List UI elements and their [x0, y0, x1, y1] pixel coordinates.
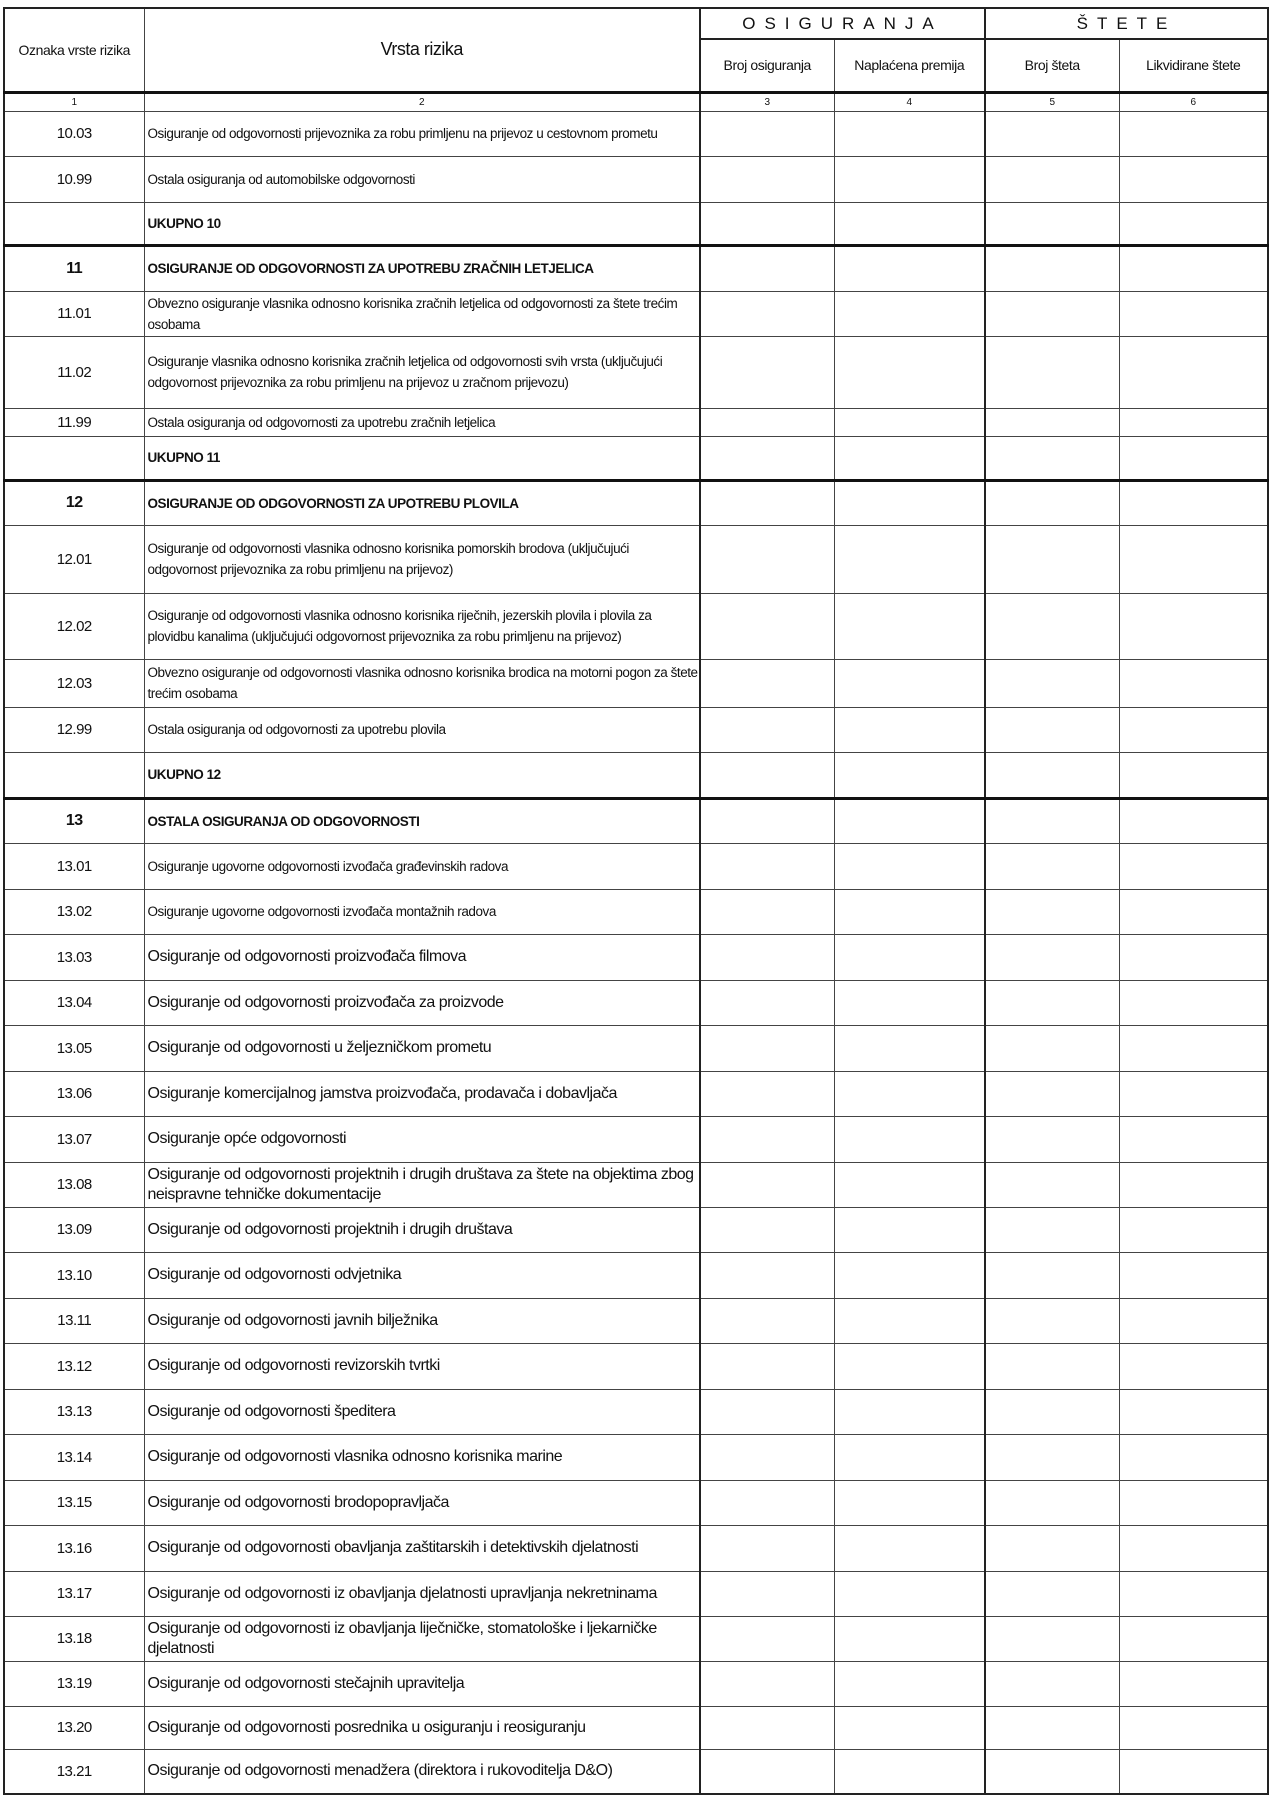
column-number: 4 — [834, 92, 985, 111]
table-row — [4, 1343, 1268, 1389]
risk-code: 11.02 — [4, 336, 144, 408]
risk-code: 13.01 — [4, 843, 144, 889]
table-row — [4, 336, 1268, 408]
risk-code: 10.03 — [4, 111, 144, 156]
risk-description: Osiguranje komercijalnog jamstva proizvođača, prodavača i dobavljača — [144, 1071, 700, 1116]
table-row — [4, 111, 1268, 156]
broj-steta-cell[interactable] — [985, 525, 1119, 593]
naplacena-premija-cell[interactable] — [834, 659, 985, 707]
table-body — [4, 111, 1268, 1794]
broj-steta-cell[interactable] — [985, 659, 1119, 707]
broj-osiguranja-cell[interactable] — [700, 202, 834, 245]
broj-steta-cell[interactable] — [985, 843, 1119, 889]
risk-code: 13.07 — [4, 1116, 144, 1162]
broj-osiguranja-cell[interactable] — [700, 1706, 834, 1749]
column-number: 3 — [700, 92, 834, 111]
risk-code: 13.09 — [4, 1207, 144, 1252]
risk-code: 13.03 — [4, 934, 144, 980]
risk-code: 12.02 — [4, 593, 144, 659]
table-row — [4, 480, 1268, 525]
likvidirane-stete-cell[interactable] — [1119, 798, 1268, 843]
broj-osiguranja-cell[interactable] — [700, 798, 834, 843]
broj-osiguranja-cell[interactable] — [700, 1480, 834, 1525]
naplacena-premija-cell[interactable] — [834, 1025, 985, 1071]
likvidirane-stete-cell[interactable] — [1119, 111, 1268, 156]
risk-description: OSIGURANJE OD ODGOVORNOSTI ZA UPOTREBU ZRAČNIH LETJELICA — [144, 245, 700, 291]
risk-description: Osiguranje od odgovornosti iz obavljanja liječničke, stomatološke i ljekarničke djelatnosti — [144, 1616, 700, 1661]
broj-steta-cell[interactable] — [985, 1207, 1119, 1252]
risk-code: 11 — [4, 245, 144, 291]
broj-steta-cell[interactable] — [985, 980, 1119, 1025]
likvidirane-stete-cell[interactable] — [1119, 1571, 1268, 1616]
risk-code: 13.13 — [4, 1389, 144, 1434]
risk-code: 13.10 — [4, 1252, 144, 1298]
broj-steta-cell[interactable] — [985, 202, 1119, 245]
table-row — [4, 1071, 1268, 1116]
risk-report-table — [3, 7, 1269, 1795]
table-row — [4, 659, 1268, 707]
naplacena-premija-cell[interactable] — [834, 1298, 985, 1343]
naplacena-premija-cell[interactable] — [834, 707, 985, 752]
risk-description: Osiguranje od odgovornosti javnih bilježnika — [144, 1298, 700, 1343]
broj-osiguranja-cell[interactable] — [700, 1116, 834, 1162]
broj-osiguranja-cell[interactable] — [700, 1434, 834, 1480]
naplacena-premija-cell[interactable] — [834, 1434, 985, 1480]
risk-description: Osiguranje od odgovornosti odvjetnika — [144, 1252, 700, 1298]
risk-description: Osiguranje od odgovornosti proizvođača filmova — [144, 934, 700, 980]
likvidirane-stete-cell[interactable] — [1119, 1525, 1268, 1571]
broj-osiguranja-cell[interactable] — [700, 1389, 834, 1434]
table-row — [4, 593, 1268, 659]
table-row — [4, 1661, 1268, 1706]
header-risk-code: Oznaka vrste rizika — [4, 8, 144, 92]
likvidirane-stete-cell[interactable] — [1119, 525, 1268, 593]
risk-code: 13.12 — [4, 1343, 144, 1389]
risk-description: Osiguranje od odgovornosti u željezničkom prometu — [144, 1025, 700, 1071]
broj-steta-cell[interactable] — [985, 480, 1119, 525]
risk-description: Osiguranje od odgovornosti obavljanja zaštitarskih i detektivskih djelatnosti — [144, 1525, 700, 1571]
table-row — [4, 1749, 1268, 1794]
broj-osiguranja-cell[interactable] — [700, 156, 834, 202]
table-row — [4, 436, 1268, 480]
broj-steta-cell[interactable] — [985, 593, 1119, 659]
broj-osiguranja-cell[interactable] — [700, 593, 834, 659]
naplacena-premija-cell[interactable] — [834, 525, 985, 593]
naplacena-premija-cell[interactable] — [834, 291, 985, 336]
broj-steta-cell[interactable] — [985, 707, 1119, 752]
broj-steta-cell[interactable] — [985, 1706, 1119, 1749]
table-row — [4, 843, 1268, 889]
risk-description: Ostala osiguranja od automobilske odgovornosti — [144, 156, 700, 202]
naplacena-premija-cell[interactable] — [834, 1343, 985, 1389]
header-naplacena-premija: Naplaćena premija — [834, 39, 985, 92]
broj-steta-cell[interactable] — [985, 1571, 1119, 1616]
table-row — [4, 1480, 1268, 1525]
table-row — [4, 1025, 1268, 1071]
risk-description: Osiguranje ugovorne odgovornosti izvođača montažnih radova — [144, 889, 700, 934]
risk-description: Osiguranje opće odgovornosti — [144, 1116, 700, 1162]
risk-description: Osiguranje ugovorne odgovornosti izvođača građevinskih radova — [144, 843, 700, 889]
broj-osiguranja-cell[interactable] — [700, 1616, 834, 1661]
broj-osiguranja-cell[interactable] — [700, 1571, 834, 1616]
risk-description: Osiguranje od odgovornosti revizorskih tvrtki — [144, 1343, 700, 1389]
broj-steta-cell[interactable] — [985, 1525, 1119, 1571]
risk-description: Osiguranje od odgovornosti proizvođača za proizvode — [144, 980, 700, 1025]
broj-steta-cell[interactable] — [985, 111, 1119, 156]
broj-steta-cell[interactable] — [985, 1071, 1119, 1116]
table-row — [4, 1525, 1268, 1571]
risk-description: Obvezno osiguranje od odgovornosti vlasnika odnosno korisnika brodica na motorni pogon za štete trećim osobama — [144, 659, 700, 707]
risk-description: Ostala osiguranja od odgovornosti za upotrebu plovila — [144, 707, 700, 752]
broj-osiguranja-cell[interactable] — [700, 980, 834, 1025]
broj-steta-cell[interactable] — [985, 1616, 1119, 1661]
risk-description: Osiguranje od odgovornosti menadžera (direktora i rukovoditelja D&O) — [144, 1749, 700, 1794]
broj-steta-cell[interactable] — [985, 1116, 1119, 1162]
likvidirane-stete-cell[interactable] — [1119, 707, 1268, 752]
risk-code: 13.15 — [4, 1480, 144, 1525]
naplacena-premija-cell[interactable] — [834, 1706, 985, 1749]
risk-code: 13.20 — [4, 1706, 144, 1749]
risk-description: UKUPNO 11 — [144, 436, 700, 480]
risk-description: Osiguranje od odgovornosti vlasnika odnosno korisnika marine — [144, 1434, 700, 1480]
broj-osiguranja-cell[interactable] — [700, 1298, 834, 1343]
risk-code: 13.21 — [4, 1749, 144, 1794]
risk-description: Osiguranje od odgovornosti prijevoznika za robu primljenu na prijevoz u cestovnom prometu — [144, 111, 700, 156]
likvidirane-stete-cell[interactable] — [1119, 1298, 1268, 1343]
table-row — [4, 1434, 1268, 1480]
table-row — [4, 156, 1268, 202]
naplacena-premija-cell[interactable] — [834, 408, 985, 436]
broj-osiguranja-cell[interactable] — [700, 111, 834, 156]
likvidirane-stete-cell[interactable] — [1119, 1162, 1268, 1207]
naplacena-premija-cell[interactable] — [834, 1162, 985, 1207]
broj-osiguranja-cell[interactable] — [700, 1343, 834, 1389]
table-row — [4, 1616, 1268, 1661]
broj-osiguranja-cell[interactable] — [700, 1525, 834, 1571]
naplacena-premija-cell[interactable] — [834, 1661, 985, 1706]
table-row — [4, 707, 1268, 752]
likvidirane-stete-cell[interactable] — [1119, 1706, 1268, 1749]
broj-osiguranja-cell[interactable] — [700, 1749, 834, 1794]
naplacena-premija-cell[interactable] — [834, 111, 985, 156]
table-row — [4, 202, 1268, 245]
risk-description: Osiguranje od odgovornosti posrednika u osiguranju i reosiguranju — [144, 1706, 700, 1749]
broj-steta-cell[interactable] — [985, 1252, 1119, 1298]
broj-osiguranja-cell[interactable] — [700, 1661, 834, 1706]
naplacena-premija-cell[interactable] — [834, 980, 985, 1025]
risk-code: 13.16 — [4, 1525, 144, 1571]
risk-description: Osiguranje od odgovornosti stečajnih upravitelja — [144, 1661, 700, 1706]
broj-steta-cell[interactable] — [985, 1661, 1119, 1706]
table-row — [4, 1116, 1268, 1162]
broj-steta-cell[interactable] — [985, 934, 1119, 980]
broj-osiguranja-cell[interactable] — [700, 1252, 834, 1298]
broj-osiguranja-cell[interactable] — [700, 525, 834, 593]
risk-code — [4, 202, 144, 245]
header-risk-type: Vrsta rizika — [144, 8, 700, 92]
naplacena-premija-cell[interactable] — [834, 1525, 985, 1571]
naplacena-premija-cell[interactable] — [834, 480, 985, 525]
broj-osiguranja-cell[interactable] — [700, 752, 834, 798]
table-row — [4, 1298, 1268, 1343]
risk-description: Osiguranje od odgovornosti projektnih i drugih društava — [144, 1207, 700, 1252]
broj-osiguranja-cell[interactable] — [700, 934, 834, 980]
table-row — [4, 525, 1268, 593]
likvidirane-stete-cell[interactable] — [1119, 1071, 1268, 1116]
table-row — [4, 291, 1268, 336]
broj-steta-cell[interactable] — [985, 291, 1119, 336]
likvidirane-stete-cell[interactable] — [1119, 659, 1268, 707]
broj-osiguranja-cell[interactable] — [700, 659, 834, 707]
header-broj-steta: Broj šteta — [985, 39, 1119, 92]
likvidirane-stete-cell[interactable] — [1119, 1252, 1268, 1298]
broj-steta-cell[interactable] — [985, 798, 1119, 843]
naplacena-premija-cell[interactable] — [834, 336, 985, 408]
header-likvidirane-stete: Likvidirane štete — [1119, 39, 1268, 92]
broj-steta-cell[interactable] — [985, 1749, 1119, 1794]
likvidirane-stete-cell[interactable] — [1119, 1616, 1268, 1661]
risk-code: 13.18 — [4, 1616, 144, 1661]
likvidirane-stete-cell[interactable] — [1119, 480, 1268, 525]
table-row — [4, 752, 1268, 798]
risk-code — [4, 752, 144, 798]
broj-osiguranja-cell[interactable] — [700, 1207, 834, 1252]
broj-steta-cell[interactable] — [985, 436, 1119, 480]
likvidirane-stete-cell[interactable] — [1119, 408, 1268, 436]
risk-code: 12.03 — [4, 659, 144, 707]
naplacena-premija-cell[interactable] — [834, 156, 985, 202]
likvidirane-stete-cell[interactable] — [1119, 889, 1268, 934]
table-row — [4, 798, 1268, 843]
risk-description: UKUPNO 12 — [144, 752, 700, 798]
risk-code: 13.19 — [4, 1661, 144, 1706]
naplacena-premija-cell[interactable] — [834, 1571, 985, 1616]
table-row — [4, 1571, 1268, 1616]
naplacena-premija-cell[interactable] — [834, 798, 985, 843]
naplacena-premija-cell[interactable] — [834, 1252, 985, 1298]
table-row — [4, 980, 1268, 1025]
header-group-stete: ŠTETE — [985, 8, 1268, 39]
header-group-osiguranja: OSIGURANJA — [700, 8, 985, 39]
broj-osiguranja-cell[interactable] — [700, 336, 834, 408]
column-number: 5 — [985, 92, 1119, 111]
likvidirane-stete-cell[interactable] — [1119, 156, 1268, 202]
naplacena-premija-cell[interactable] — [834, 245, 985, 291]
likvidirane-stete-cell[interactable] — [1119, 291, 1268, 336]
risk-description: Osiguranje vlasnika odnosno korisnika zračnih letjelica od odgovornosti svih vrsta (uključujući odgovornost prijevoznika za robu primljenu na prijevoz u zračnom prijevozu) — [144, 336, 700, 408]
naplacena-premija-cell[interactable] — [834, 593, 985, 659]
table-row — [4, 1207, 1268, 1252]
broj-osiguranja-cell[interactable] — [700, 707, 834, 752]
risk-description: Osiguranje od odgovornosti špeditera — [144, 1389, 700, 1434]
likvidirane-stete-cell[interactable] — [1119, 1661, 1268, 1706]
likvidirane-stete-cell[interactable] — [1119, 1480, 1268, 1525]
broj-steta-cell[interactable] — [985, 1162, 1119, 1207]
header-broj-osiguranja: Broj osiguranja — [700, 39, 834, 92]
broj-steta-cell[interactable] — [985, 408, 1119, 436]
table-row — [4, 245, 1268, 291]
likvidirane-stete-cell[interactable] — [1119, 843, 1268, 889]
broj-osiguranja-cell[interactable] — [700, 843, 834, 889]
naplacena-premija-cell[interactable] — [834, 1071, 985, 1116]
risk-description: OSTALA OSIGURANJA OD ODGOVORNOSTI — [144, 798, 700, 843]
risk-code: 13.06 — [4, 1071, 144, 1116]
naplacena-premija-cell[interactable] — [834, 889, 985, 934]
likvidirane-stete-cell[interactable] — [1119, 980, 1268, 1025]
broj-osiguranja-cell[interactable] — [700, 1071, 834, 1116]
risk-code: 13.05 — [4, 1025, 144, 1071]
naplacena-premija-cell[interactable] — [834, 202, 985, 245]
naplacena-premija-cell[interactable] — [834, 752, 985, 798]
broj-osiguranja-cell[interactable] — [700, 480, 834, 525]
risk-description: Osiguranje od odgovornosti vlasnika odnosno korisnika riječnih, jezerskih plovila i plovila za plovidbu kanalima (uključujući odgovornost prijevoznika za robu primljenu na prijevoz) — [144, 593, 700, 659]
table-row — [4, 408, 1268, 436]
broj-steta-cell[interactable] — [985, 1343, 1119, 1389]
risk-description: Osiguranje od odgovornosti iz obavljanja djelatnosti upravljanja nekretninama — [144, 1571, 700, 1616]
broj-steta-cell[interactable] — [985, 156, 1119, 202]
likvidirane-stete-cell[interactable] — [1119, 1207, 1268, 1252]
risk-code: 12 — [4, 480, 144, 525]
broj-steta-cell[interactable] — [985, 889, 1119, 934]
likvidirane-stete-cell[interactable] — [1119, 1749, 1268, 1794]
naplacena-premija-cell[interactable] — [834, 843, 985, 889]
naplacena-premija-cell[interactable] — [834, 1480, 985, 1525]
broj-osiguranja-cell[interactable] — [700, 889, 834, 934]
risk-description: Osiguranje od odgovornosti vlasnika odnosno korisnika pomorskih brodova (uključujući odgovornost prijevoznika za robu primljenu na prijevoz) — [144, 525, 700, 593]
likvidirane-stete-cell[interactable] — [1119, 593, 1268, 659]
risk-description: Osiguranje od odgovornosti brodopopravljača — [144, 1480, 700, 1525]
broj-osiguranja-cell[interactable] — [700, 408, 834, 436]
risk-description: UKUPNO 10 — [144, 202, 700, 245]
broj-steta-cell[interactable] — [985, 336, 1119, 408]
broj-steta-cell[interactable] — [985, 1298, 1119, 1343]
naplacena-premija-cell[interactable] — [834, 1116, 985, 1162]
risk-description: Obvezno osiguranje vlasnika odnosno korisnika zračnih letjelica od odgovornosti za štete trećim osobama — [144, 291, 700, 336]
table-row — [4, 1389, 1268, 1434]
risk-code: 12.99 — [4, 707, 144, 752]
likvidirane-stete-cell[interactable] — [1119, 1025, 1268, 1071]
broj-steta-cell[interactable] — [985, 1434, 1119, 1480]
broj-steta-cell[interactable] — [985, 1389, 1119, 1434]
table-row — [4, 1252, 1268, 1298]
naplacena-premija-cell[interactable] — [834, 934, 985, 980]
likvidirane-stete-cell[interactable] — [1119, 245, 1268, 291]
table-row — [4, 934, 1268, 980]
broj-steta-cell[interactable] — [985, 245, 1119, 291]
broj-osiguranja-cell[interactable] — [700, 1025, 834, 1071]
broj-steta-cell[interactable] — [985, 752, 1119, 798]
naplacena-premija-cell[interactable] — [834, 1749, 985, 1794]
likvidirane-stete-cell[interactable] — [1119, 934, 1268, 980]
risk-code: 11.99 — [4, 408, 144, 436]
risk-code: 12.01 — [4, 525, 144, 593]
broj-osiguranja-cell[interactable] — [700, 291, 834, 336]
broj-steta-cell[interactable] — [985, 1025, 1119, 1071]
risk-code — [4, 436, 144, 480]
risk-code: 13.11 — [4, 1298, 144, 1343]
risk-code: 13.02 — [4, 889, 144, 934]
risk-code: 10.99 — [4, 156, 144, 202]
likvidirane-stete-cell[interactable] — [1119, 202, 1268, 245]
likvidirane-stete-cell[interactable] — [1119, 436, 1268, 480]
broj-steta-cell[interactable] — [985, 1480, 1119, 1525]
column-number: 1 — [4, 92, 144, 111]
likvidirane-stete-cell[interactable] — [1119, 1116, 1268, 1162]
likvidirane-stete-cell[interactable] — [1119, 336, 1268, 408]
naplacena-premija-cell[interactable] — [834, 1616, 985, 1661]
table-row — [4, 1162, 1268, 1207]
likvidirane-stete-cell[interactable] — [1119, 1343, 1268, 1389]
likvidirane-stete-cell[interactable] — [1119, 1389, 1268, 1434]
risk-description: OSIGURANJE OD ODGOVORNOSTI ZA UPOTREBU PLOVILA — [144, 480, 700, 525]
column-number: 6 — [1119, 92, 1268, 111]
naplacena-premija-cell[interactable] — [834, 436, 985, 480]
broj-osiguranja-cell[interactable] — [700, 245, 834, 291]
risk-description: Ostala osiguranja od odgovornosti za upotrebu zračnih letjelica — [144, 408, 700, 436]
table-row — [4, 889, 1268, 934]
risk-code: 13.17 — [4, 1571, 144, 1616]
broj-osiguranja-cell[interactable] — [700, 436, 834, 480]
broj-osiguranja-cell[interactable] — [700, 1162, 834, 1207]
risk-code: 13.04 — [4, 980, 144, 1025]
risk-code: 13.14 — [4, 1434, 144, 1480]
column-number: 2 — [144, 92, 700, 111]
risk-code: 13 — [4, 798, 144, 843]
naplacena-premija-cell[interactable] — [834, 1389, 985, 1434]
likvidirane-stete-cell[interactable] — [1119, 1434, 1268, 1480]
risk-code: 13.08 — [4, 1162, 144, 1207]
risk-code: 11.01 — [4, 291, 144, 336]
naplacena-premija-cell[interactable] — [834, 1207, 985, 1252]
risk-description: Osiguranje od odgovornosti projektnih i drugih društava za štete na objektima zbog neispravne tehničke dokumentacije — [144, 1162, 700, 1207]
table-row — [4, 1706, 1268, 1749]
likvidirane-stete-cell[interactable] — [1119, 752, 1268, 798]
